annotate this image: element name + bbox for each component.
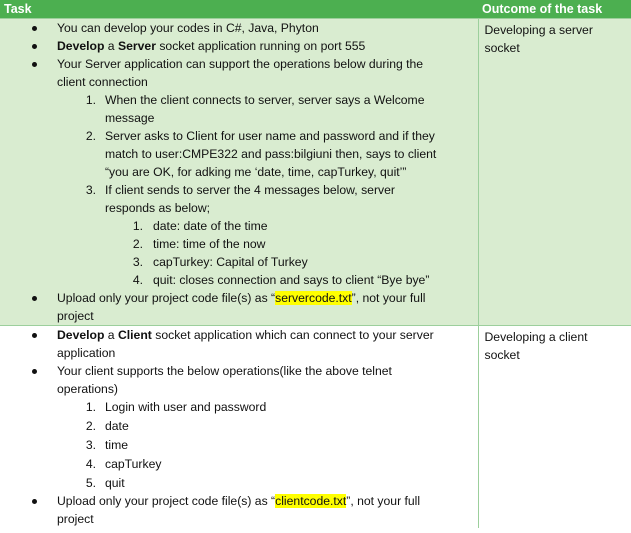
highlighted-filename: servercode.txt [275, 291, 352, 305]
item-number: 5. [85, 476, 96, 490]
list-item-continuation [0, 510, 478, 528]
bullet-text: You can develop your codes in C#, Java, Phyton [57, 21, 319, 35]
header-row [0, 0, 631, 19]
bold-text: Client [117, 328, 152, 342]
item-text: “you are OK, for adking me ‘date, time, capTurkey, quit’” [105, 165, 407, 179]
item-number: 3. [132, 255, 143, 269]
item-text: quit [105, 476, 125, 490]
bullet-text: ”, not your full [346, 494, 421, 508]
item-text: time: time of the now [153, 237, 266, 251]
highlighted-filename: clientcode.txt [275, 494, 347, 508]
list-item [0, 398, 478, 416]
list-item [0, 474, 478, 492]
item-text: match to user:CMPE322 and pass:bilgiuni then, says to client [105, 147, 437, 161]
list-item-continuation [0, 73, 478, 91]
list-item [0, 492, 478, 510]
item-text: date [105, 419, 129, 433]
list-item-continuation [0, 163, 478, 181]
item-number: 1. [85, 400, 96, 414]
client-task-cell [0, 326, 478, 529]
bullet-text: Your client supports the below operations(like the above telnet [57, 364, 392, 378]
list-item [0, 289, 478, 307]
list-item [0, 271, 478, 289]
outcome-text: socket [484, 348, 520, 362]
bold-text: Develop [57, 39, 105, 53]
outcome-column-header: Outcome of the task [478, 0, 631, 19]
list-item [0, 217, 478, 235]
item-text: capTurkey [105, 457, 162, 471]
list-item-continuation [0, 344, 478, 362]
client-outcome-cell [478, 326, 631, 529]
item-number: 1. [85, 93, 96, 107]
list-item [0, 181, 478, 199]
list-item [0, 362, 478, 380]
bullet-text: a [104, 328, 118, 342]
client-row [0, 326, 631, 529]
bullet-text: application [57, 346, 116, 360]
item-text: date: date of the time [153, 219, 268, 233]
list-item [0, 253, 478, 271]
list-item [0, 455, 478, 473]
bullet-text: socket application running on port 555 [155, 39, 366, 53]
item-number: 2. [85, 419, 96, 433]
bullet-text: socket application which can connect to your server [151, 328, 434, 342]
bold-text: Develop [57, 328, 105, 342]
list-item-continuation [0, 199, 478, 217]
list-item [0, 55, 478, 73]
item-text: responds as below; [105, 201, 211, 215]
list-item [0, 19, 478, 37]
list-item [0, 417, 478, 435]
item-number: 4. [85, 457, 96, 471]
list-item-continuation [0, 380, 478, 398]
item-text: When the client connects to server, server says a Welcome [105, 93, 425, 107]
server-task-cell [0, 19, 478, 326]
list-item [0, 235, 478, 253]
server-outcome-cell [478, 19, 631, 326]
item-number: 1. [132, 219, 143, 233]
item-text: capTurkey: Capital of Turkey [153, 255, 308, 269]
item-number: 3. [85, 183, 96, 197]
item-number: 3. [85, 438, 96, 452]
bullet-text: operations) [57, 382, 118, 396]
item-text: Server asks to Client for user name and password and if they [105, 129, 435, 143]
list-item [0, 326, 478, 344]
bullet-text: project [57, 512, 94, 526]
item-text: quit: closes connection and says to client “Bye bye” [153, 273, 430, 287]
server-row [0, 19, 631, 326]
bullet-text: project [57, 309, 94, 323]
bullet-text: a [104, 39, 118, 53]
outcome-text: Developing a server [484, 23, 593, 37]
outcome-text: socket [484, 41, 520, 55]
item-text: If client sends to server the 4 messages below, server [105, 183, 395, 197]
outcome-text: Developing a client [484, 330, 588, 344]
item-text: Login with user and password [105, 400, 267, 414]
item-number: 2. [132, 237, 143, 251]
list-item [0, 127, 478, 145]
bullet-text: ”, not your full [351, 291, 426, 305]
bold-text: Server [117, 39, 156, 53]
bullet-text: Upload only your project code file(s) as “ [57, 494, 276, 508]
list-item-continuation [0, 307, 478, 325]
item-text: message [105, 111, 155, 125]
item-text: time [105, 438, 129, 452]
list-item-continuation [0, 145, 478, 163]
item-number: 2. [85, 129, 96, 143]
list-item-continuation [0, 109, 478, 127]
item-number: 4. [132, 273, 143, 287]
list-item [0, 91, 478, 109]
bullet-text: client connection [57, 75, 148, 89]
bullet-text: Your Server application can support the operations below during the [57, 57, 424, 71]
list-item [0, 436, 478, 454]
bullet-text: Upload only your project code file(s) as “ [57, 291, 276, 305]
list-item [0, 37, 478, 55]
task-column-header: Task [0, 0, 478, 19]
